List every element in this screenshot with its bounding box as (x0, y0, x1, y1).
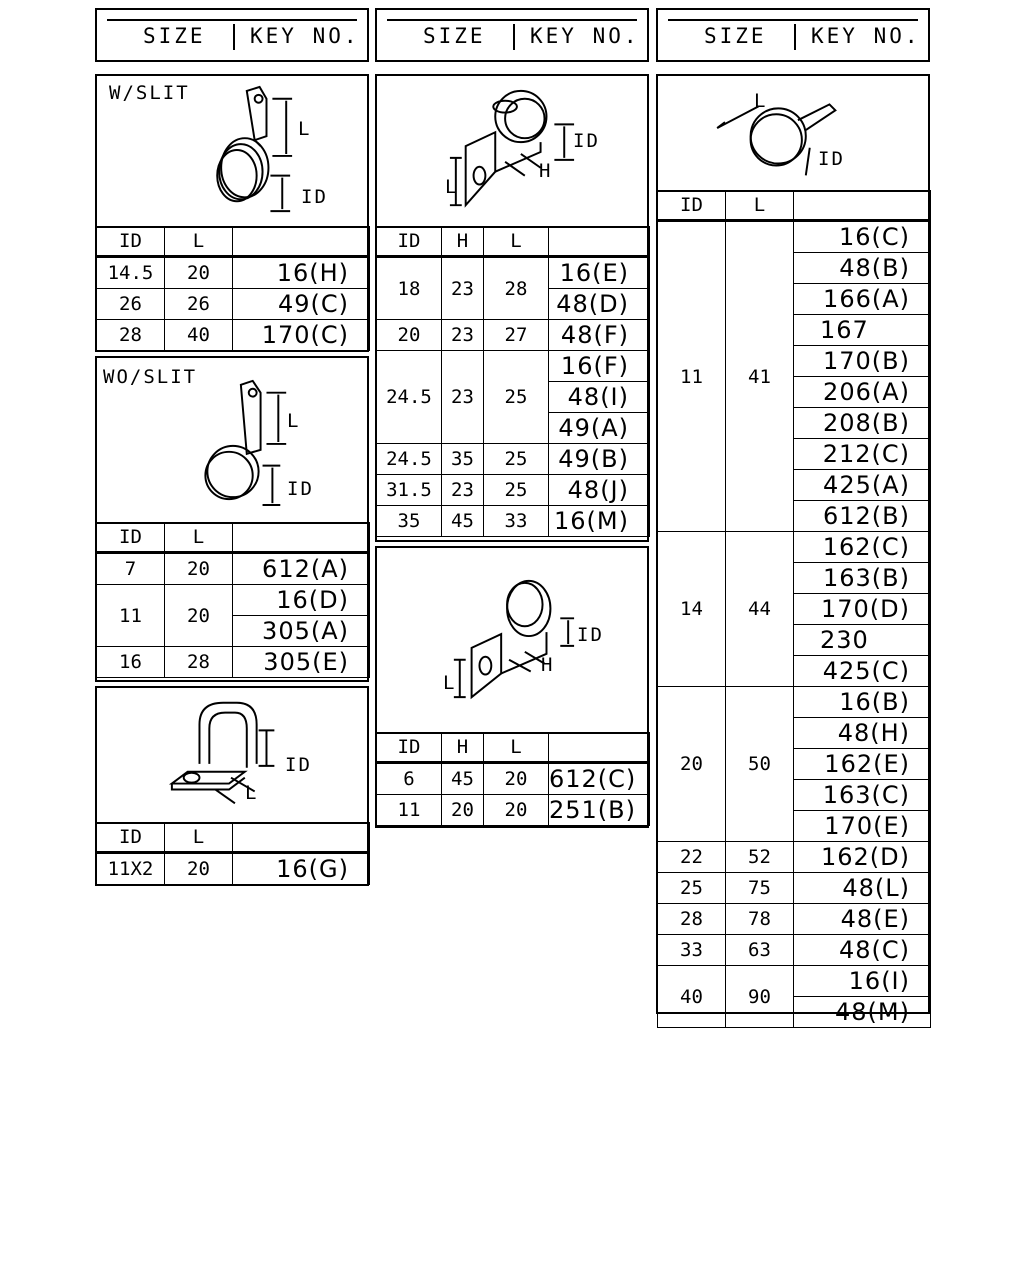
key-no: 162(C) (794, 532, 931, 563)
table-row (658, 935, 931, 966)
key-no: 16(H) (233, 257, 370, 289)
key-no: 16(G) (233, 853, 370, 885)
dim-id: ID (285, 754, 312, 776)
key-no: 425(C) (794, 656, 931, 687)
key-no: 167 (794, 315, 931, 346)
key-no: 230 (794, 625, 931, 656)
key-no: 163(B) (794, 563, 931, 594)
single-clamp-table: ID H L 6 45 20 612(C) 11 20 20 251(B) (376, 732, 650, 826)
table-row: 16 28 305(E) (97, 647, 370, 678)
flat-clamp-drawing (97, 688, 367, 822)
size-label: SIZE (143, 24, 206, 48)
key-no: 48(L) (794, 873, 931, 904)
dim-id: ID (573, 130, 600, 152)
flat-clamp-figure (97, 688, 367, 824)
wslit-table (96, 226, 370, 351)
band-clamp-panel (656, 74, 930, 1026)
table-row: 24.5 23 25 16(F) (377, 351, 650, 382)
key-no: 48(I) (549, 382, 650, 413)
key-no-label: KEY NO. (250, 24, 360, 48)
woslit-figure (97, 358, 367, 524)
table-row: 35 45 33 16(M) (377, 506, 650, 537)
size-key-header-3 (656, 8, 930, 62)
key-no: 162(D) (794, 842, 931, 873)
single-clamp-panel (375, 546, 649, 828)
key-no: 170(C) (233, 320, 370, 351)
double-clamp-drawing (377, 76, 647, 226)
double-clamp-figure (377, 76, 647, 228)
key-no: 16(E) (549, 257, 650, 289)
key-no: 16(B) (794, 687, 931, 718)
dim-l: L (754, 90, 768, 112)
key-no-label: KEY NO. (811, 24, 921, 48)
dim-id: ID (287, 478, 314, 500)
dim-l: L (445, 176, 459, 198)
table-row: 31.5 23 25 48(J) (377, 475, 650, 506)
key-no: 48(F) (549, 320, 650, 351)
key-no: 170(B) (794, 346, 931, 377)
flat-clamp-panel (95, 686, 369, 886)
woslit-table: ID L 7 20 612(A) 11 20 16(D) 305(A) 16 28 305(E) (96, 522, 370, 678)
cell-l: 52 (726, 842, 794, 873)
key-no: 162(E) (794, 749, 931, 780)
key-no: 251(B) (549, 795, 650, 826)
size-key-header-1 (95, 8, 369, 62)
dim-l: L (245, 782, 259, 804)
key-no: 170(D) (794, 594, 931, 625)
key-no: 612(B) (794, 501, 931, 532)
cell-l: 44 (726, 532, 794, 687)
table-row (658, 873, 931, 904)
table-row: 28 40 170(C) (97, 320, 370, 351)
key-no: 16(M) (549, 506, 650, 537)
cell-id: 20 (658, 687, 726, 842)
key-no: 49(C) (233, 289, 370, 320)
table-row: 6 45 20 612(C) (377, 763, 650, 795)
table-row: 26 26 49(C) (97, 289, 370, 320)
table-row: 20 23 27 48(F) (377, 320, 650, 351)
key-no: 16(C) (794, 221, 931, 253)
dim-l: L (287, 410, 301, 432)
table-row: 7 20 612(A) (97, 553, 370, 585)
key-no: 425(A) (794, 470, 931, 501)
key-no: 49(A) (549, 413, 650, 444)
key-no: 16(F) (549, 351, 650, 382)
key-no: 48(H) (794, 718, 931, 749)
key-no: 16(D) (233, 585, 370, 616)
band-clamp-figure (658, 76, 928, 192)
wslit-title: W/SLIT (109, 82, 190, 104)
key-no: 49(B) (549, 444, 650, 475)
col-id: ID (97, 227, 165, 257)
key-no: 305(A) (233, 616, 370, 647)
key-no: 212(C) (794, 439, 931, 470)
dim-h: H (539, 160, 553, 182)
cell-id: 11 (658, 221, 726, 532)
table-row: 11X2 20 16(G) (97, 853, 370, 885)
table-row: 24.5 35 25 49(B) (377, 444, 650, 475)
size-key-header-2 (375, 8, 649, 62)
table-row (658, 687, 931, 718)
dim-l: L (298, 118, 312, 140)
flat-clamp-table: ID L 11X2 20 16(G) (96, 822, 370, 885)
cell-l: 41 (726, 221, 794, 532)
key-no: 48(D) (549, 289, 650, 320)
table-row (658, 532, 931, 563)
key-no-label: KEY NO. (530, 24, 640, 48)
cell-l: 75 (726, 873, 794, 904)
key-no: 16(I) (794, 966, 931, 997)
cell-id: 22 (658, 842, 726, 873)
key-no: 208(B) (794, 408, 931, 439)
cell-id: 28 (658, 904, 726, 935)
dim-id: ID (301, 186, 328, 208)
key-no: 48(B) (794, 253, 931, 284)
dim-id: ID (818, 148, 845, 170)
size-label: SIZE (704, 24, 767, 48)
cell-l: 50 (726, 687, 794, 842)
cell-l: 78 (726, 904, 794, 935)
table-row (658, 904, 931, 935)
key-no: 206(A) (794, 377, 931, 408)
size-label: SIZE (423, 24, 486, 48)
woslit-panel (95, 356, 369, 682)
key-no: 163(C) (794, 780, 931, 811)
table-row: 11 20 20 251(B) (377, 795, 650, 826)
double-clamp-table: ID H L 18 23 28 16(E) 48(D) 20 23 27 48(F) 24.5 23 25 16(F) 48(I) 49(A) 24.5 35 25 49(B) 31.5 23 25 48(J) 35 45 33 16(M) (376, 226, 650, 537)
table-row (658, 842, 931, 873)
table-row: 14.5 20 16(H) (97, 257, 370, 289)
woslit-title: WO/SLIT (103, 366, 198, 388)
double-clamp-panel (375, 74, 649, 542)
key-no: 612(A) (233, 553, 370, 585)
table-row: 18 23 28 16(E) (377, 257, 650, 289)
key-no: 166(A) (794, 284, 931, 315)
clamp-noslit-drawing (97, 358, 367, 522)
dim-l: L (443, 672, 457, 694)
dim-id: ID (577, 624, 604, 646)
key-no: 48(C) (794, 935, 931, 966)
key-no: 48(J) (549, 475, 650, 506)
cell-id: 40 (658, 966, 726, 1028)
table-row (658, 966, 931, 997)
band-clamp-drawing (658, 76, 928, 190)
key-no: 612(C) (549, 763, 650, 795)
single-clamp-figure (377, 548, 647, 734)
key-no: 170(E) (794, 811, 931, 842)
cell-id: 25 (658, 873, 726, 904)
cell-l: 63 (726, 935, 794, 966)
key-no: 48(E) (794, 904, 931, 935)
key-no: 48(M) (794, 997, 931, 1028)
wslit-panel (95, 74, 369, 352)
table-row (658, 221, 931, 253)
dim-h: H (541, 654, 555, 676)
table-row: 11 20 16(D) (97, 585, 370, 616)
cell-l: 90 (726, 966, 794, 1028)
wslit-figure (97, 76, 367, 228)
single-clamp-drawing (377, 548, 647, 732)
key-no: 305(E) (233, 647, 370, 678)
cell-id: 33 (658, 935, 726, 966)
col-l: L (165, 227, 233, 257)
band-clamp-table: ID L 11 41 16(C) 48(B) 166(A) 167 170(B) 206(A) 208(B) 212(C) 425(A) 612(B) 14 44 162(C) 163(B) 170(D) 230 425(C) 20 50 16(B) 48(H) 162(E) 163(C) 170(E) 22 52 162(D) 25 75 48(L) 28 78 48(E) 33 63 48(C) 40 90 16(I) 48(M) (657, 190, 931, 1028)
cell-id: 14 (658, 532, 726, 687)
